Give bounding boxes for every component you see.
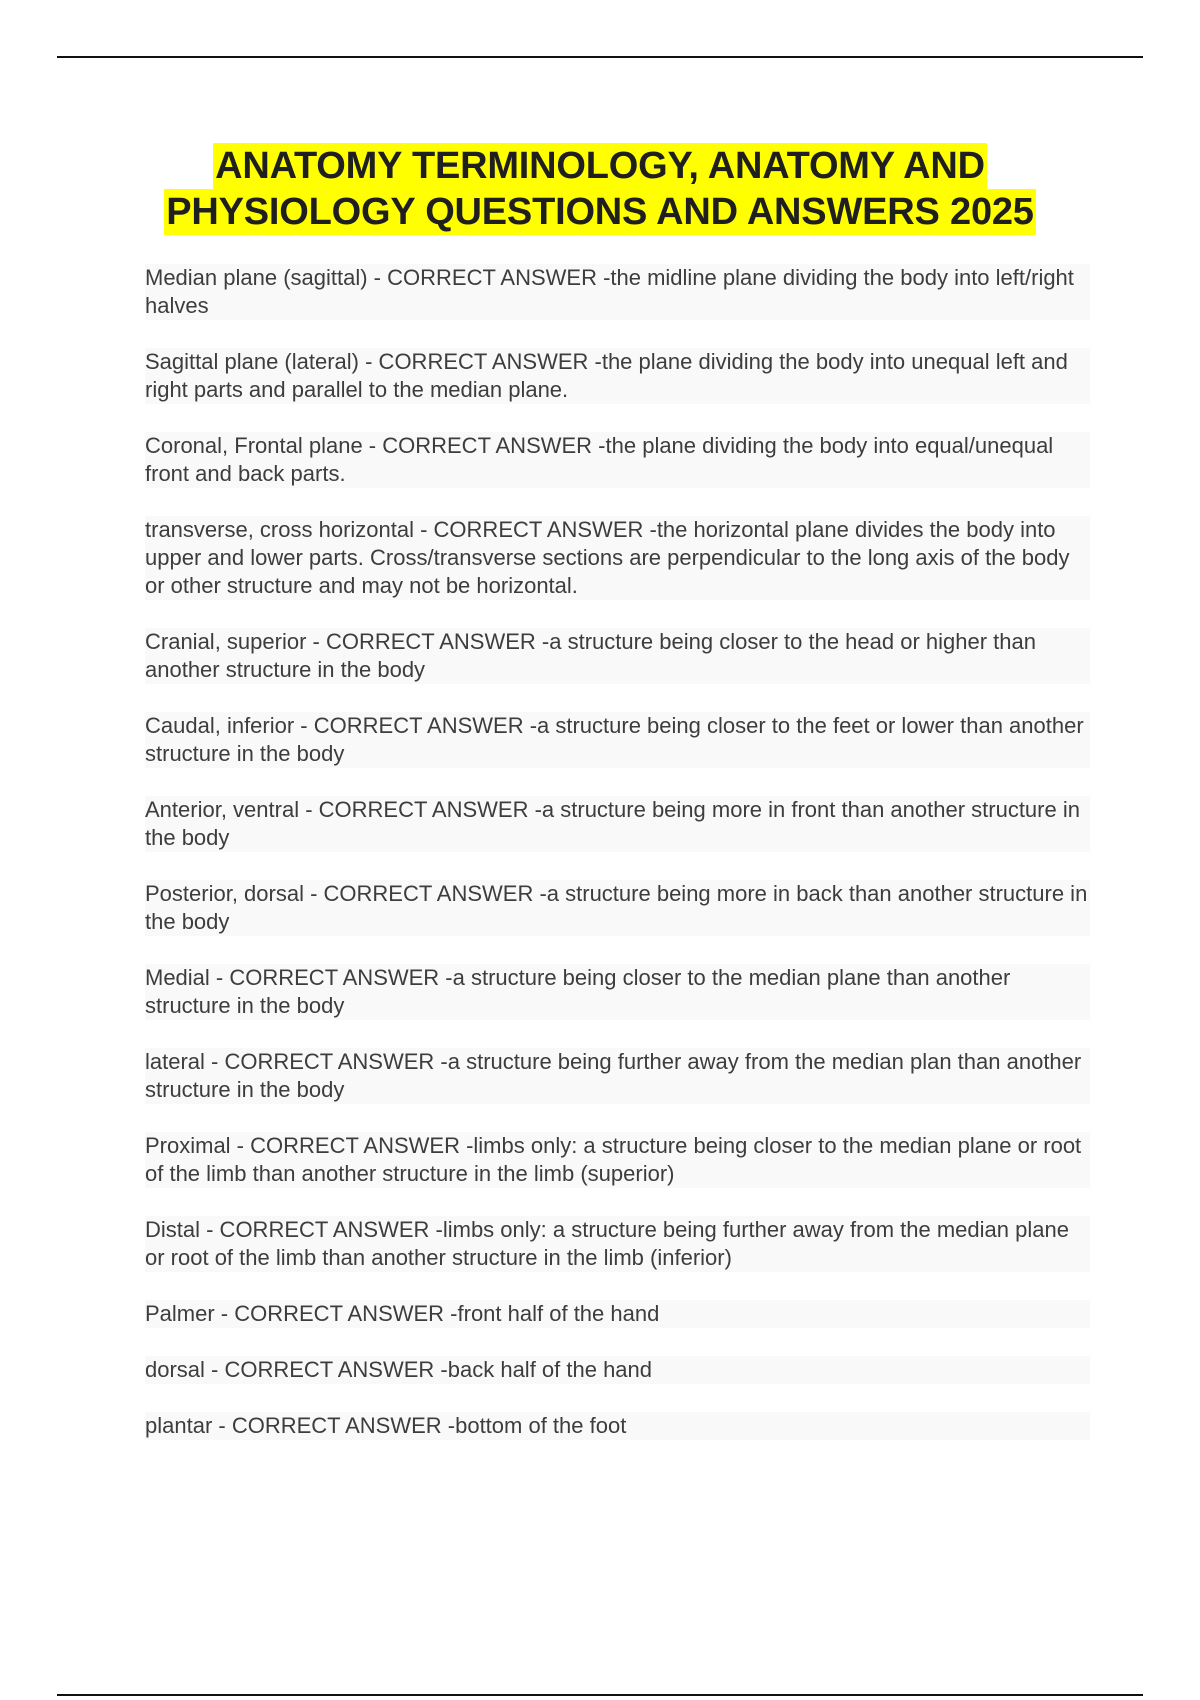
top-divider: [57, 56, 1143, 58]
qa-item-medial: Medial - CORRECT ANSWER -a structure being closer to the median plane than another structure in the body: [145, 964, 1090, 1020]
qa-item-plantar: plantar - CORRECT ANSWER -bottom of the foot: [145, 1412, 1090, 1440]
qa-item-dorsal: dorsal - CORRECT ANSWER -back half of the hand: [145, 1356, 1090, 1384]
qa-item-anterior: Anterior, ventral - CORRECT ANSWER -a structure being more in front than another structure in the body: [145, 796, 1090, 852]
qa-item-cranial: Cranial, superior - CORRECT ANSWER -a structure being closer to the head or higher than another structure in the body: [145, 628, 1090, 684]
qa-list: [145, 264, 1090, 1468]
qa-item-caudal: Caudal, inferior - CORRECT ANSWER -a structure being closer to the feet or lower than another structure in the body: [145, 712, 1090, 768]
qa-item-palmer: Palmer - CORRECT ANSWER -front half of the hand: [145, 1300, 1090, 1328]
title-line-1: ANATOMY TERMINOLOGY, ANATOMY AND: [215, 145, 985, 187]
document-title: [0, 143, 1200, 235]
title-line-2: PHYSIOLOGY QUESTIONS AND ANSWERS 2025: [166, 191, 1034, 233]
qa-item-transverse-plane: transverse, cross horizontal - CORRECT ANSWER -the horizontal plane divides the body into upper and lower parts. Cross/transverse sections are perpendicular to the long axis of the body or other structure and may not be horizontal.: [145, 516, 1090, 600]
bottom-divider: [57, 1694, 1143, 1696]
qa-item-coronal-plane: Coronal, Frontal plane - CORRECT ANSWER -the plane dividing the body into equal/unequal front and back parts.: [145, 432, 1090, 488]
qa-item-distal: Distal - CORRECT ANSWER -limbs only: a structure being further away from the median plane or root of the limb than another structure in the limb (inferior): [145, 1216, 1090, 1272]
qa-item-sagittal-plane: Sagittal plane (lateral) - CORRECT ANSWER -the plane dividing the body into unequal left and right parts and parallel to the median plane.: [145, 348, 1090, 404]
qa-item-median-plane: Median plane (sagittal) - CORRECT ANSWER -the midline plane dividing the body into left/right halves: [145, 264, 1090, 320]
qa-item-lateral: lateral - CORRECT ANSWER -a structure being further away from the median plan than another structure in the body: [145, 1048, 1090, 1104]
qa-item-posterior: Posterior, dorsal - CORRECT ANSWER -a structure being more in back than another structure in the body: [145, 880, 1090, 936]
qa-item-proximal: Proximal - CORRECT ANSWER -limbs only: a structure being closer to the median plane or root of the limb than another structure in the limb (superior): [145, 1132, 1090, 1188]
